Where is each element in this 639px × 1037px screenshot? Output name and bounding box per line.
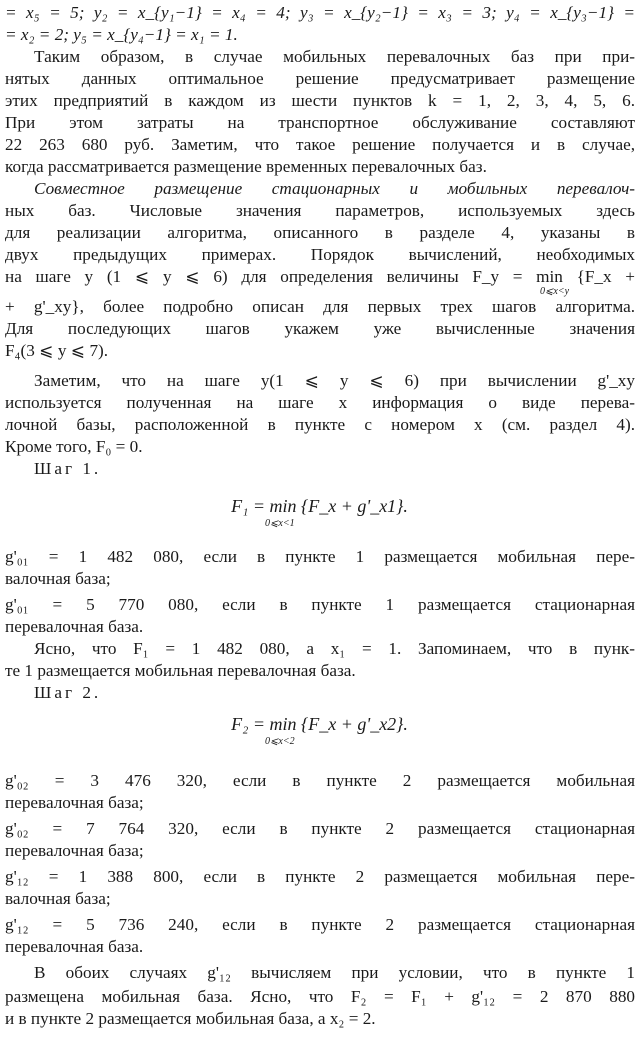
- paragraph-line: F₄(3 ⩽ y ⩽ 7).: [5, 341, 109, 360]
- paragraph-line: этих предприятий в каждом из шести пунктов k = 1, 2, 3, 4, 5, 6.: [5, 91, 635, 110]
- paragraph-line: нятых данных оптимальное решение предусматривает размещение: [5, 69, 635, 88]
- paragraph-line: перевалочная база.: [5, 937, 144, 956]
- paragraph-line: В обоих случаях g'₁₂ вычисляем при условии, что в пункте 1: [34, 963, 635, 982]
- paragraph-line: лочной базы, расположенной в пункте с номером x (см. раздел 4).: [5, 415, 635, 434]
- paragraph-line: используется полученная на шаге x информация о виде перева-: [5, 393, 635, 412]
- paragraph-line: g'₀₁ = 1 482 080, если в пункте 1 размещается мобильная пере-: [5, 547, 635, 566]
- paragraph-line: + g'_xy}, более подробно описан для первых трех шагов алгоритма.: [5, 297, 635, 316]
- paragraph-line: g'₀₁ = 5 770 080, если в пункте 1 размещается стационарная: [5, 595, 635, 614]
- paragraph-line: перевалочная база;: [5, 841, 144, 860]
- text-line: = x₅ = 5; y₂ = x_{y₁−1} = x₄ = 4; y₃ = x_{y₂−1} = x₃ = 3; y₄ = x_{y₃−1} =: [5, 3, 635, 22]
- formula-subscript: 0⩽x<1: [265, 518, 295, 529]
- paragraph-line: те 1 размещается мобильная перевалочная база.: [5, 661, 356, 680]
- paragraph-line: g'₀₂ = 3 476 320, если в пункте 2 размещается мобильная: [5, 771, 635, 790]
- paragraph-line: валочная база;: [5, 569, 111, 588]
- step-heading: Шаг 2.: [34, 683, 102, 702]
- section-heading-line: Совместное размещение стационарных и мобильных перевалоч-: [34, 179, 635, 198]
- step-heading: Шаг 1.: [34, 459, 102, 478]
- min-subscript: 0⩽x<y: [540, 286, 570, 297]
- paragraph-line: и в пункте 2 размещается мобильная база, а x₂ = 2.: [5, 1009, 376, 1028]
- paragraph-line: для реализации алгоритма, описанного в разделе 4, указаны в: [5, 223, 635, 242]
- paragraph-line: При этом затраты на транспортное обслуживание составляют: [5, 113, 635, 132]
- paragraph-line: Таким образом, в случае мобильных перевалочных баз при при-: [34, 47, 635, 66]
- formula-subscript: 0⩽x<2: [265, 736, 295, 747]
- paragraph-line: 22 263 680 руб. Заметим, что такое решение получается и в случае,: [5, 135, 635, 154]
- paragraph-line: g'₁₂ = 1 388 800, если в пункте 2 размещается мобильная пере-: [5, 867, 635, 886]
- text-line: = x₂ = 2; y₅ = x_{y₄−1} = x₁ = 1.: [5, 25, 238, 44]
- paragraph-line: Заметим, что на шаге y(1 ⩽ y ⩽ 6) при вычислении g'_xy: [34, 371, 635, 390]
- paragraph-line: валочная база;: [5, 889, 111, 908]
- paragraph-line: Ясно, что F₁ = 1 482 080, а x₁ = 1. Запоминаем, что в пунк-: [34, 639, 635, 658]
- paragraph-line: на шаге y (1 ⩽ y ⩽ 6) для определения величины F_y = min {F_x +: [5, 267, 635, 286]
- formula-step-2: F₂ = min {F_x + g'_x2}.: [231, 714, 408, 734]
- formula-step-1: F₁ = min {F_x + g'_x1}.: [231, 496, 408, 516]
- paragraph-line: g'₀₂ = 7 764 320, если в пункте 2 размещается стационарная: [5, 819, 635, 838]
- paragraph-line: ных баз. Числовые значения параметров, используемых здесь: [5, 201, 635, 220]
- paragraph-line: g'₁₂ = 5 736 240, если в пункте 2 размещается стационарная: [5, 915, 635, 934]
- paragraph-line: размещена мобильная база. Ясно, что F₂ = F₁ + g'₁₂ = 2 870 880: [5, 987, 635, 1006]
- paragraph-line: перевалочная база.: [5, 617, 144, 636]
- paragraph-line: перевалочная база;: [5, 793, 144, 812]
- paragraph-line: Для последующих шагов укажем уже вычисленные значения: [5, 319, 635, 338]
- paragraph-line: когда рассматривается размещение временных перевалочных баз.: [5, 157, 487, 176]
- paragraph-line: Кроме того, F₀ = 0.: [5, 437, 143, 456]
- paragraph-line: двух предыдущих примерах. Порядок вычислений, необходимых: [5, 245, 635, 264]
